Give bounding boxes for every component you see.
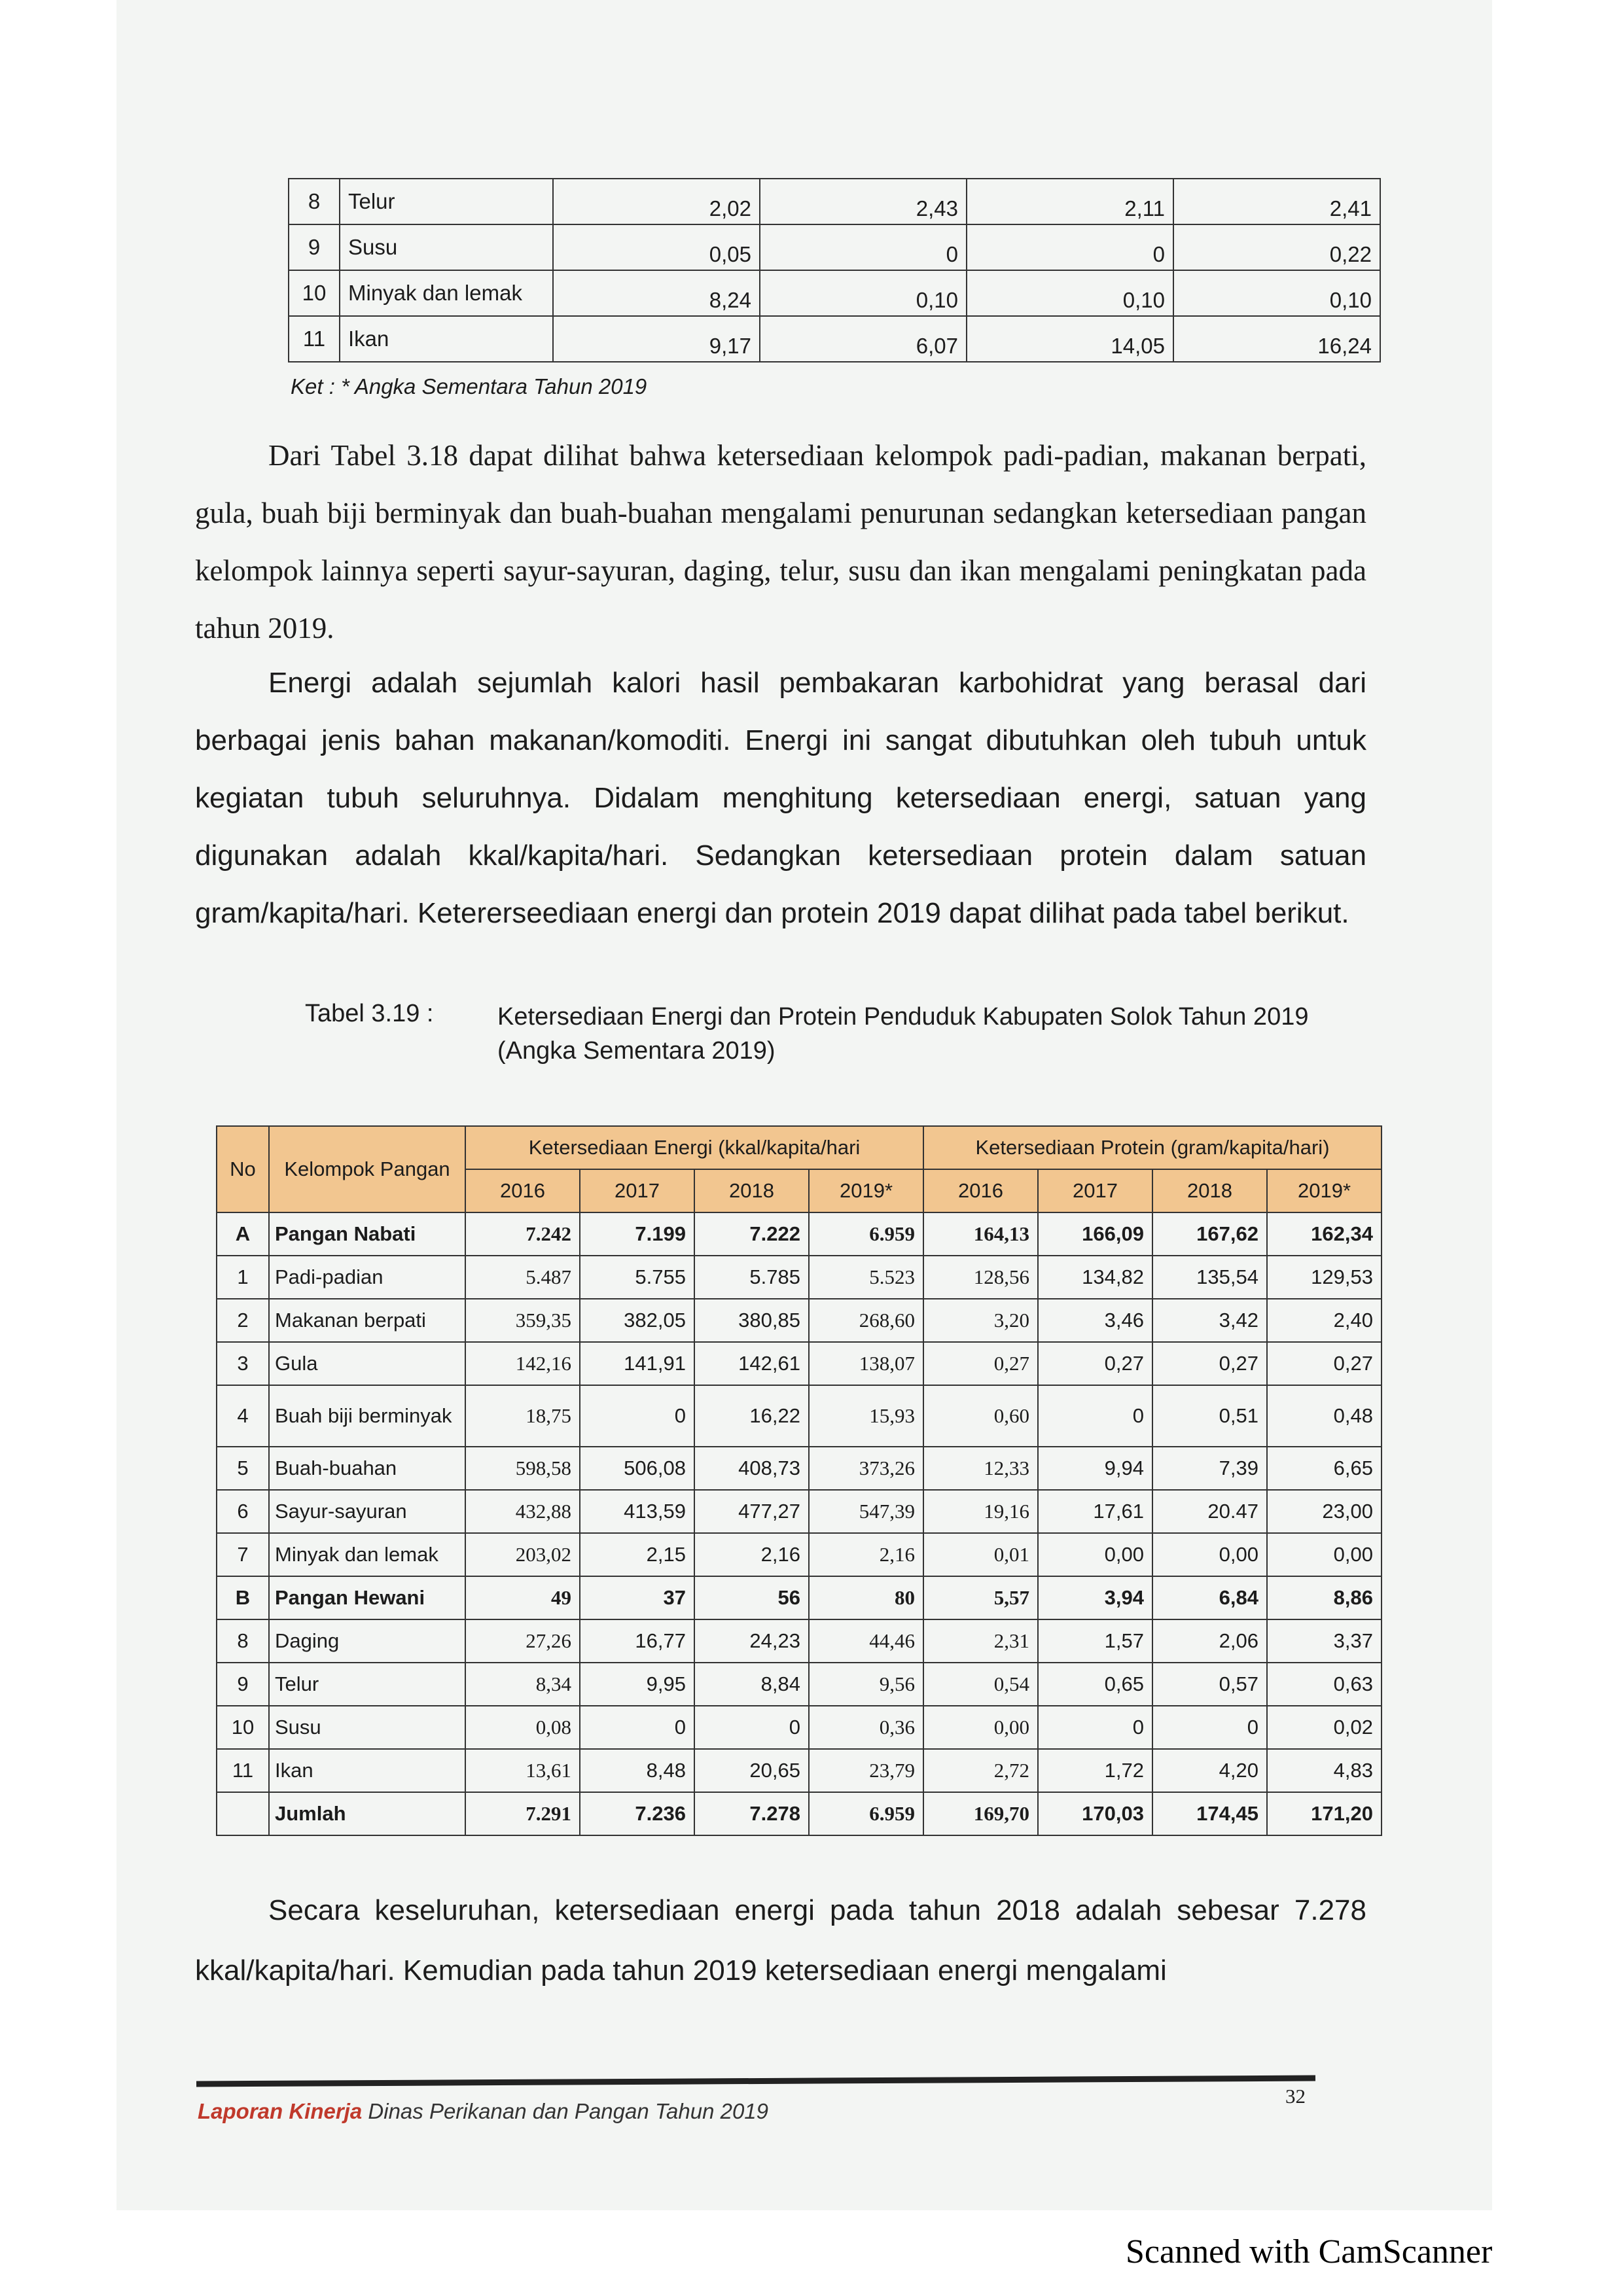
table-row bbox=[217, 1533, 1382, 1576]
row-no: 5 bbox=[217, 1447, 269, 1490]
row-value: 8,24 bbox=[553, 270, 760, 316]
row-value: 141,91 bbox=[580, 1342, 694, 1385]
row-value: 0 bbox=[1152, 1706, 1267, 1749]
row-value: 4,83 bbox=[1267, 1749, 1382, 1792]
row-value: 8,84 bbox=[694, 1663, 809, 1706]
footer-title-rest: Dinas Perikanan dan Pangan Tahun 2019 bbox=[368, 2099, 769, 2123]
row-value: 7,39 bbox=[1152, 1447, 1267, 1490]
row-value: 174,45 bbox=[1152, 1792, 1267, 1835]
row-no: 9 bbox=[289, 224, 340, 270]
row-value: 0,65 bbox=[1038, 1663, 1152, 1706]
table-row bbox=[289, 179, 1380, 224]
table-row bbox=[217, 1385, 1382, 1447]
row-value: 0,00 bbox=[1267, 1533, 1382, 1576]
row-name: Telur bbox=[340, 179, 553, 224]
row-value: 20,65 bbox=[694, 1749, 809, 1792]
row-no: B bbox=[217, 1576, 269, 1619]
table-row bbox=[217, 1212, 1382, 1256]
table-row bbox=[217, 1706, 1382, 1749]
row-value: 6,84 bbox=[1152, 1576, 1267, 1619]
row-value: 1,57 bbox=[1038, 1619, 1152, 1663]
row-value: 56 bbox=[694, 1576, 809, 1619]
table-row bbox=[217, 1619, 1382, 1663]
row-value: 7.278 bbox=[694, 1792, 809, 1835]
row-value: 432,88 bbox=[465, 1490, 580, 1533]
row-value: 0,05 bbox=[553, 224, 760, 270]
row-value: 3,42 bbox=[1152, 1299, 1267, 1342]
table-row bbox=[217, 1342, 1382, 1385]
row-no: 1 bbox=[217, 1256, 269, 1299]
header-no: No bbox=[217, 1126, 269, 1212]
row-value: 19,16 bbox=[923, 1490, 1038, 1533]
row-no: 8 bbox=[289, 179, 340, 224]
row-name: Ikan bbox=[340, 316, 553, 362]
row-name: Buah-buahan bbox=[269, 1447, 465, 1490]
row-value: 0,63 bbox=[1267, 1663, 1382, 1706]
row-value: 2,06 bbox=[1152, 1619, 1267, 1663]
row-value: 2,43 bbox=[760, 179, 967, 224]
row-value: 2,72 bbox=[923, 1749, 1038, 1792]
paragraph-1: Dari Tabel 3.18 dapat dilihat bahwa ketersediaan kelompok padi-padian, makanan berpati, gula, buah biji berminyak dan buah-buahan mengalami penurunan sedangkan ketersediaan pangan kelompok lainnya seperti sayur-sayuran, daging, telur, susu dan ikan mengalami peningkatan pada tahun 2019. bbox=[195, 439, 1366, 645]
row-value: 23,79 bbox=[809, 1749, 923, 1792]
row-value: 37 bbox=[580, 1576, 694, 1619]
row-value: 1,72 bbox=[1038, 1749, 1152, 1792]
row-value: 169,70 bbox=[923, 1792, 1038, 1835]
row-value: 0,27 bbox=[1038, 1342, 1152, 1385]
row-value: 0,60 bbox=[923, 1385, 1038, 1447]
row-value: 16,24 bbox=[1173, 316, 1380, 362]
row-value: 129,53 bbox=[1267, 1256, 1382, 1299]
row-value: 44,46 bbox=[809, 1619, 923, 1663]
header-year: 2019* bbox=[809, 1169, 923, 1212]
row-value: 170,03 bbox=[1038, 1792, 1152, 1835]
row-value: 0,27 bbox=[923, 1342, 1038, 1385]
table-row bbox=[217, 1299, 1382, 1342]
row-value: 80 bbox=[809, 1576, 923, 1619]
row-value: 373,26 bbox=[809, 1447, 923, 1490]
row-value: 17,61 bbox=[1038, 1490, 1152, 1533]
row-value: 4,20 bbox=[1152, 1749, 1267, 1792]
header-protein: Ketersediaan Protein (gram/kapita/hari) bbox=[923, 1126, 1382, 1169]
row-value: 0 bbox=[1038, 1385, 1152, 1447]
row-value: 3,20 bbox=[923, 1299, 1038, 1342]
row-value: 0,48 bbox=[1267, 1385, 1382, 1447]
row-name: Padi-padian bbox=[269, 1256, 465, 1299]
row-value: 0,22 bbox=[1173, 224, 1380, 270]
row-value: 15,93 bbox=[809, 1385, 923, 1447]
row-name: Gula bbox=[269, 1342, 465, 1385]
table-caption-label: Tabel 3.19 : bbox=[305, 1000, 434, 1027]
row-value: 134,82 bbox=[1038, 1256, 1152, 1299]
row-value: 6.959 bbox=[809, 1212, 923, 1256]
table-row bbox=[217, 1792, 1382, 1835]
row-value: 142,61 bbox=[694, 1342, 809, 1385]
row-name: Telur bbox=[269, 1663, 465, 1706]
row-value: 413,59 bbox=[580, 1490, 694, 1533]
row-value: 2,31 bbox=[923, 1619, 1038, 1663]
row-value: 382,05 bbox=[580, 1299, 694, 1342]
header-year: 2019* bbox=[1267, 1169, 1382, 1212]
row-value: 0,00 bbox=[1038, 1533, 1152, 1576]
row-value: 203,02 bbox=[465, 1533, 580, 1576]
table-row bbox=[289, 224, 1380, 270]
row-value: 477,27 bbox=[694, 1490, 809, 1533]
row-value: 167,62 bbox=[1152, 1212, 1267, 1256]
row-name: Pangan Hewani bbox=[269, 1576, 465, 1619]
row-name: Makanan berpati bbox=[269, 1299, 465, 1342]
row-value: 5.755 bbox=[580, 1256, 694, 1299]
table-row bbox=[217, 1663, 1382, 1706]
row-name: Minyak dan lemak bbox=[340, 270, 553, 316]
table-row bbox=[217, 1576, 1382, 1619]
row-value: 0,51 bbox=[1152, 1385, 1267, 1447]
row-value: 162,34 bbox=[1267, 1212, 1382, 1256]
row-value: 3,94 bbox=[1038, 1576, 1152, 1619]
row-no: A bbox=[217, 1212, 269, 1256]
row-name: Sayur-sayuran bbox=[269, 1490, 465, 1533]
row-no: 11 bbox=[289, 316, 340, 362]
row-name: Minyak dan lemak bbox=[269, 1533, 465, 1576]
row-value: 23,00 bbox=[1267, 1490, 1382, 1533]
table-row bbox=[217, 1749, 1382, 1792]
row-value: 0,27 bbox=[1152, 1342, 1267, 1385]
row-name: Pangan Nabati bbox=[269, 1212, 465, 1256]
row-value: 7.199 bbox=[580, 1212, 694, 1256]
scanner-watermark: Scanned with CamScanner bbox=[1126, 2233, 1493, 2270]
continued-table bbox=[288, 178, 1381, 362]
row-value: 9,94 bbox=[1038, 1447, 1152, 1490]
row-value: 8,34 bbox=[465, 1663, 580, 1706]
row-value: 0,36 bbox=[809, 1706, 923, 1749]
row-value: 598,58 bbox=[465, 1447, 580, 1490]
row-value: 0,10 bbox=[967, 270, 1173, 316]
page-number: 32 bbox=[1285, 2085, 1306, 2108]
row-value: 0,08 bbox=[465, 1706, 580, 1749]
row-value: 0 bbox=[1038, 1706, 1152, 1749]
row-value: 9,95 bbox=[580, 1663, 694, 1706]
row-value: 0,00 bbox=[1152, 1533, 1267, 1576]
footer-title-accent: Laporan Kinerja bbox=[198, 2099, 363, 2123]
row-no: 4 bbox=[217, 1385, 269, 1447]
row-name: Daging bbox=[269, 1619, 465, 1663]
energy-protein-table bbox=[216, 1125, 1382, 1836]
row-value: 0 bbox=[580, 1385, 694, 1447]
row-value: 0 bbox=[580, 1706, 694, 1749]
paragraph-2: Energi adalah sejumlah kalori hasil pembakaran karbohidrat yang berasal dari berbagai jenis bahan makanan/komoditi. Energi ini sangat dibutuhkan oleh tubuh untuk kegiatan tubuh seluruhnya. Didalam menghitung ketersediaan energi, satuan yang digunakan adalah kkal/kapita/hari. Sedangkan ketersediaan protein dalam satuan gram/kapita/hari. Ketererseediaan energi dan protein 2019 dapat dilihat pada tabel berikut. bbox=[195, 667, 1366, 929]
row-value: 13,61 bbox=[465, 1749, 580, 1792]
table-row bbox=[217, 1256, 1382, 1299]
row-value: 0,01 bbox=[923, 1533, 1038, 1576]
header-year: 2017 bbox=[580, 1169, 694, 1212]
row-value: 5.523 bbox=[809, 1256, 923, 1299]
row-value: 12,33 bbox=[923, 1447, 1038, 1490]
table-row bbox=[217, 1490, 1382, 1533]
table-caption-text: Ketersediaan Energi dan Protein Penduduk Kabupaten Solok Tahun 2019 (Angka Sementara 2019) bbox=[497, 1003, 1309, 1065]
row-value: 3,46 bbox=[1038, 1299, 1152, 1342]
row-value: 138,07 bbox=[809, 1342, 923, 1385]
row-value: 0,10 bbox=[1173, 270, 1380, 316]
row-value: 0 bbox=[967, 224, 1173, 270]
table-row bbox=[289, 270, 1380, 316]
row-value: 7.236 bbox=[580, 1792, 694, 1835]
row-value: 0,10 bbox=[760, 270, 967, 316]
row-value: 5.487 bbox=[465, 1256, 580, 1299]
footer-title bbox=[198, 2099, 768, 2124]
row-value: 7.222 bbox=[694, 1212, 809, 1256]
row-value: 5,57 bbox=[923, 1576, 1038, 1619]
paragraph-3: Secara keseluruhan, ketersediaan energi pada tahun 2018 adalah sebesar 7.278 kkal/kapita/hari. Kemudian pada tahun 2019 ketersediaan energi mengalami bbox=[195, 1894, 1366, 1987]
row-no: 2 bbox=[217, 1299, 269, 1342]
row-no: 9 bbox=[217, 1663, 269, 1706]
header-year: 2018 bbox=[694, 1169, 809, 1212]
row-name: Ikan bbox=[269, 1749, 465, 1792]
row-value: 2,16 bbox=[809, 1533, 923, 1576]
row-value: 6,07 bbox=[760, 316, 967, 362]
row-value: 7.242 bbox=[465, 1212, 580, 1256]
row-value: 8,86 bbox=[1267, 1576, 1382, 1619]
row-value: 24,23 bbox=[694, 1619, 809, 1663]
row-value: 2,16 bbox=[694, 1533, 809, 1576]
row-value: 0,00 bbox=[923, 1706, 1038, 1749]
row-value: 3,37 bbox=[1267, 1619, 1382, 1663]
row-value: 27,26 bbox=[465, 1619, 580, 1663]
row-value: 2,02 bbox=[553, 179, 760, 224]
row-no: 3 bbox=[217, 1342, 269, 1385]
row-value: 9,17 bbox=[553, 316, 760, 362]
row-value: 6,65 bbox=[1267, 1447, 1382, 1490]
header-year: 2016 bbox=[923, 1169, 1038, 1212]
row-value: 506,08 bbox=[580, 1447, 694, 1490]
row-value: 2,15 bbox=[580, 1533, 694, 1576]
row-value: 2,40 bbox=[1267, 1299, 1382, 1342]
row-value: 380,85 bbox=[694, 1299, 809, 1342]
row-value: 408,73 bbox=[694, 1447, 809, 1490]
row-value: 359,35 bbox=[465, 1299, 580, 1342]
row-value: 20.47 bbox=[1152, 1490, 1267, 1533]
row-value: 6.959 bbox=[809, 1792, 923, 1835]
row-value: 9,56 bbox=[809, 1663, 923, 1706]
table-row bbox=[289, 316, 1380, 362]
row-value: 0 bbox=[694, 1706, 809, 1749]
row-value: 14,05 bbox=[967, 316, 1173, 362]
header-year: 2017 bbox=[1038, 1169, 1152, 1212]
row-no: 11 bbox=[217, 1749, 269, 1792]
row-value: 0,54 bbox=[923, 1663, 1038, 1706]
row-no bbox=[217, 1792, 269, 1835]
row-value: 0,27 bbox=[1267, 1342, 1382, 1385]
row-value: 2,41 bbox=[1173, 179, 1380, 224]
row-value: 171,20 bbox=[1267, 1792, 1382, 1835]
row-no: 10 bbox=[289, 270, 340, 316]
row-value: 18,75 bbox=[465, 1385, 580, 1447]
row-no: 7 bbox=[217, 1533, 269, 1576]
row-value: 164,13 bbox=[923, 1212, 1038, 1256]
header-energy: Ketersediaan Energi (kkal/kapita/hari bbox=[465, 1126, 923, 1169]
row-value: 268,60 bbox=[809, 1299, 923, 1342]
row-value: 2,11 bbox=[967, 179, 1173, 224]
row-value: 166,09 bbox=[1038, 1212, 1152, 1256]
row-value: 8,48 bbox=[580, 1749, 694, 1792]
row-value: 0,02 bbox=[1267, 1706, 1382, 1749]
row-value: 142,16 bbox=[465, 1342, 580, 1385]
row-value: 16,77 bbox=[580, 1619, 694, 1663]
header-year: 2016 bbox=[465, 1169, 580, 1212]
row-name: Susu bbox=[269, 1706, 465, 1749]
row-value: 0 bbox=[760, 224, 967, 270]
row-value: 5.785 bbox=[694, 1256, 809, 1299]
row-value: 7.291 bbox=[465, 1792, 580, 1835]
row-value: 16,22 bbox=[694, 1385, 809, 1447]
row-no: 8 bbox=[217, 1619, 269, 1663]
row-name: Jumlah bbox=[269, 1792, 465, 1835]
row-value: 128,56 bbox=[923, 1256, 1038, 1299]
row-value: 547,39 bbox=[809, 1490, 923, 1533]
header-year: 2018 bbox=[1152, 1169, 1267, 1212]
row-name: Susu bbox=[340, 224, 553, 270]
row-no: 10 bbox=[217, 1706, 269, 1749]
row-value: 135,54 bbox=[1152, 1256, 1267, 1299]
row-no: 6 bbox=[217, 1490, 269, 1533]
table-note: Ket : * Angka Sementara Tahun 2019 bbox=[291, 374, 647, 398]
row-value: 49 bbox=[465, 1576, 580, 1619]
table-row bbox=[217, 1447, 1382, 1490]
header-group: Kelompok Pangan bbox=[269, 1126, 465, 1212]
row-value: 0,57 bbox=[1152, 1663, 1267, 1706]
row-name: Buah biji berminyak bbox=[269, 1385, 465, 1447]
